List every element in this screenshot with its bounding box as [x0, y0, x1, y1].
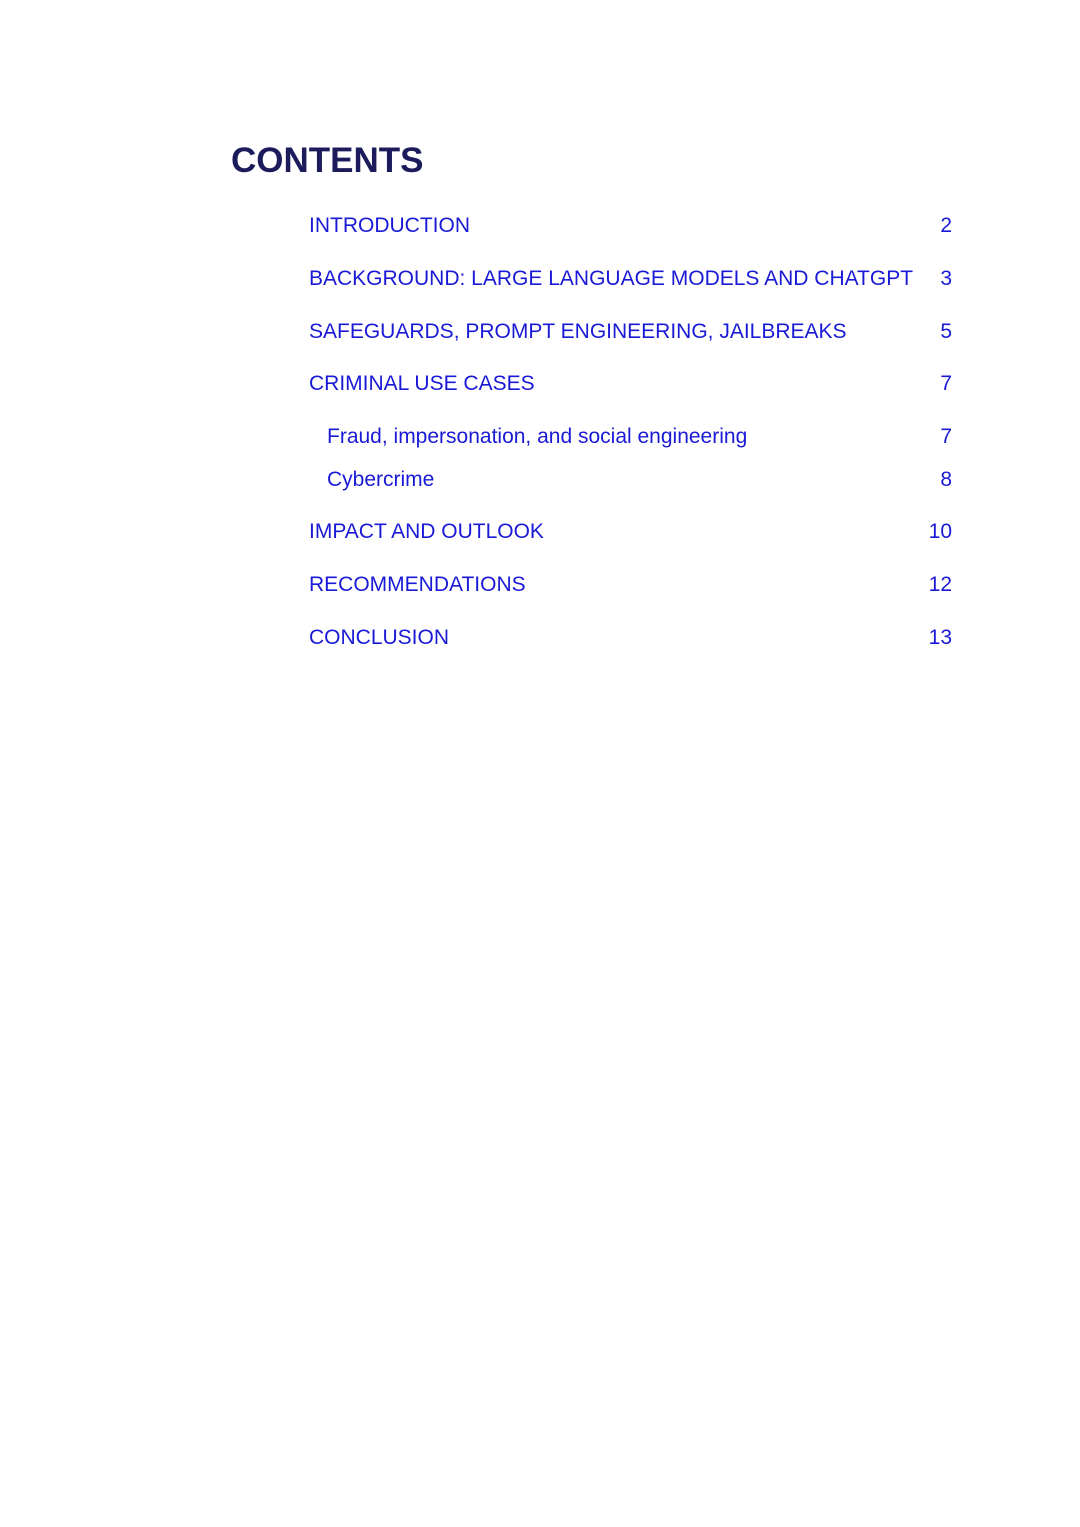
toc-entry-page-number: 12	[928, 573, 952, 596]
toc-entry-page-number: 7	[940, 425, 952, 448]
toc-entry-page-number: 5	[940, 320, 952, 343]
toc-entry-page-number: 10	[928, 520, 952, 543]
toc-entry-page-number: 13	[928, 626, 952, 649]
toc-entry-label: Fraud, impersonation, and social engineering	[327, 425, 748, 448]
toc-entry-page-number: 2	[940, 214, 952, 237]
toc-entry-label: IMPACT AND OUTLOOK	[309, 520, 544, 543]
toc-entry-label: RECOMMENDATIONS	[309, 573, 526, 596]
toc-entry-label: CRIMINAL USE CASES	[309, 372, 535, 395]
toc-entry-recommendations[interactable]	[309, 570, 952, 600]
toc-entry-page-number: 8	[940, 468, 952, 491]
toc-entry-conclusion[interactable]	[309, 623, 952, 653]
contents-heading: CONTENTS	[231, 141, 424, 180]
toc-entry-background[interactable]	[309, 264, 952, 294]
toc-entry-introduction[interactable]	[309, 211, 952, 241]
toc-subentry-fraud[interactable]	[327, 422, 952, 452]
toc-entry-label: CONCLUSION	[309, 626, 450, 649]
toc-entry-safeguards[interactable]	[309, 317, 952, 347]
toc-entry-page-number: 7	[940, 372, 952, 395]
toc-entry-page-number: 3	[940, 267, 952, 290]
toc-entry-label: INTRODUCTION	[309, 214, 470, 237]
toc-entry-impact-and-outlook[interactable]	[309, 517, 952, 547]
toc-entry-criminal-use-cases[interactable]	[309, 369, 952, 399]
toc-subentry-cybercrime[interactable]	[327, 465, 952, 495]
toc-entry-label: BACKGROUND: LARGE LANGUAGE MODELS AND CHATGPT	[309, 267, 914, 290]
toc-entry-label: Cybercrime	[327, 468, 435, 491]
toc-entry-label: SAFEGUARDS, PROMPT ENGINEERING, JAILBREAKS	[309, 320, 847, 343]
